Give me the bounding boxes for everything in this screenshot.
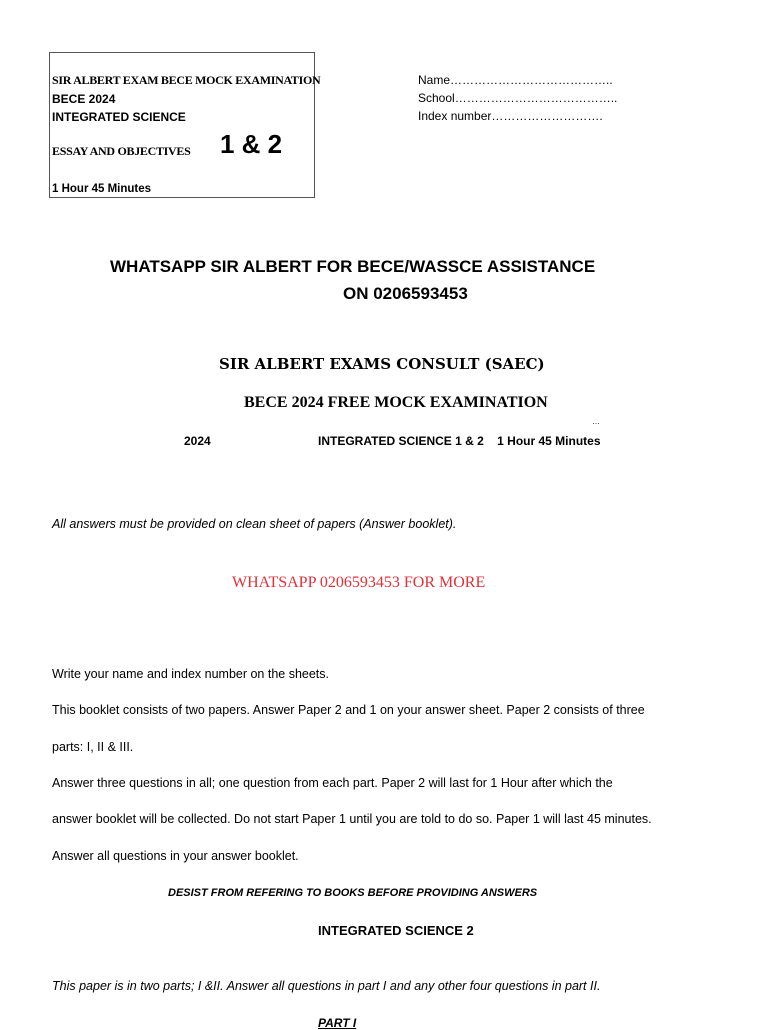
exam-header-box bbox=[49, 52, 321, 198]
header-year: BECE 2024 bbox=[52, 92, 116, 106]
header-paper-number: 1 & 2 bbox=[220, 129, 283, 159]
part-label: PART I bbox=[318, 1016, 357, 1030]
name-field: Name………………………………….. bbox=[418, 73, 613, 87]
instruction-5: answer booklet will be collected. Do not start Paper 1 until you are told to do so. Paper 1 will last 45 minutes. bbox=[52, 812, 652, 826]
section-title: INTEGRATED SCIENCE 2 bbox=[318, 923, 474, 938]
promo-line-2: ON 0206593453 bbox=[343, 284, 468, 303]
paper-note: This paper is in two parts; I &II. Answer all questions in part I and any other four questions in part II. bbox=[52, 979, 601, 993]
org-title: SIR ALBERT EXAMS CONSULT (SAEC) bbox=[219, 355, 545, 373]
exam-year: 2024 bbox=[184, 434, 211, 448]
header-duration: 1 Hour 45 Minutes bbox=[52, 183, 152, 195]
whatsapp-banner: WHATSAPP 0206593453 FOR MORE bbox=[232, 574, 486, 591]
school-field: School………………………………….. bbox=[418, 91, 618, 105]
index-number-field: Index number………………………. bbox=[418, 109, 603, 123]
exam-title: BECE 2024 FREE MOCK EXAMINATION bbox=[244, 394, 548, 411]
instruction-3: parts: I, II & III. bbox=[52, 740, 134, 754]
warning-text: DESIST FROM REFERING TO BOOKS BEFORE PROVIDING ANSWERS bbox=[168, 887, 538, 899]
instruction-4: Answer three questions in all; one question from each part. Paper 2 will last for 1 Hour after which the bbox=[52, 776, 613, 790]
header-exam-title: SIR ALBERT EXAM BECE MOCK EXAMINATION bbox=[52, 73, 321, 87]
header-subject: INTEGRATED SCIENCE bbox=[52, 110, 186, 124]
instruction-2: This booklet consists of two papers. Answer Paper 2 and 1 on your answer sheet. Paper 2 consists of three bbox=[52, 703, 645, 717]
instruction-1: Write your name and index number on the sheets. bbox=[52, 667, 330, 681]
answers-note: All answers must be provided on clean sheet of papers (Answer booklet). bbox=[52, 517, 457, 531]
header-paper-type: ESSAY AND OBJECTIVES bbox=[52, 144, 191, 158]
subject-duration: INTEGRATED SCIENCE 1 & 2 1 Hour 45 Minutes bbox=[318, 434, 601, 448]
promo-line-1: WHATSAPP SIR ALBERT FOR BECE/WASSCE ASSISTANCE bbox=[110, 257, 596, 276]
instruction-6: Answer all questions in your answer booklet. bbox=[52, 849, 299, 863]
stray-dots: … bbox=[592, 417, 600, 426]
